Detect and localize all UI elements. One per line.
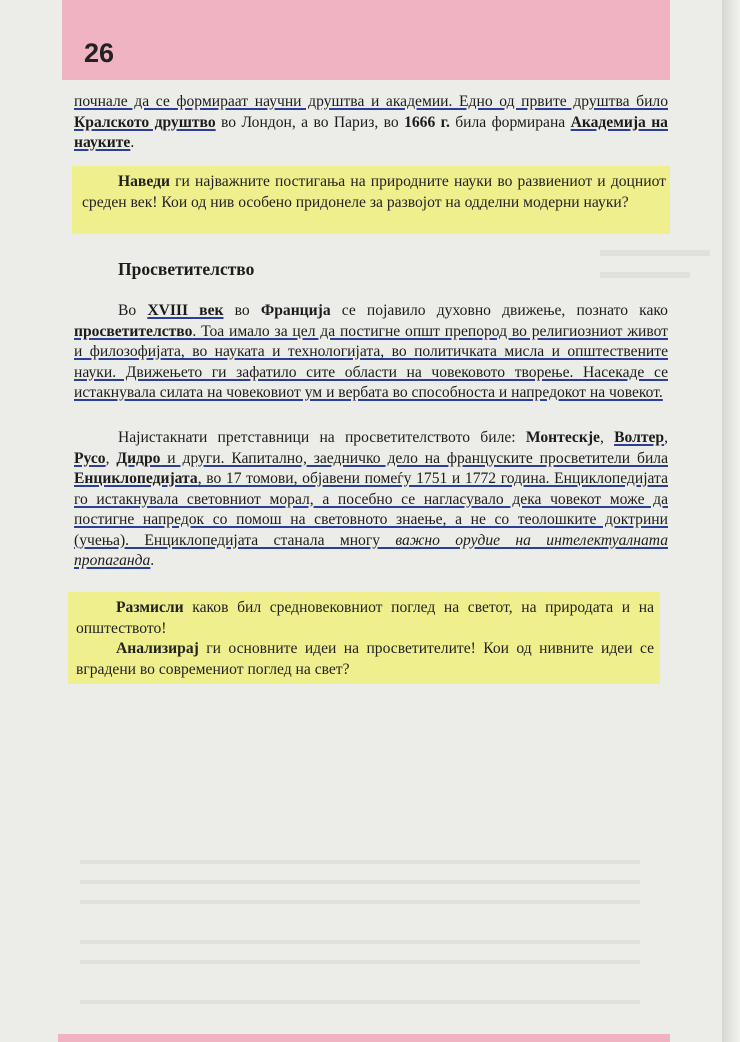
p2-sep-2: , [664,429,668,446]
enlightenment-paragraph [74,301,668,404]
p2-text-a: Најистакнати претставници на просветителството биле: [118,429,526,446]
name-diderot: Дидро [116,449,161,467]
p2-end: . [150,552,155,569]
name-montesquieu: Монтескје [525,429,600,446]
term-enlightenment: просветителство [74,322,193,340]
task-analyze-text [68,639,660,680]
p2-sep-1: , [599,429,615,446]
task-lead-razmisli: Размисли [116,599,184,616]
page-number: 26 [84,38,115,68]
p1-text-b: во [223,302,261,319]
page-header-band [62,0,670,80]
task-box-reflect [68,592,660,684]
p1-text-a: Во [118,302,148,319]
intro-text-2: во Лондон, а во Париз, во [215,113,405,131]
encyclopedia: Енциклопедијата [74,470,198,487]
intro-text-1: почнале да се формираат научни друштва и академии. Едно од првите друштва било [74,93,668,110]
p1-text-c: се појавило духовно движење, познато како [330,302,668,319]
year-1666: 1666 г. [404,113,450,131]
bleed-through-mark [80,960,640,964]
task-box-name-text [72,166,670,213]
name-rousseau: Русо [74,449,106,467]
academy-of-sciences: Академија на науките [74,113,668,151]
bleed-through-mark [600,250,710,256]
name-voltaire: Волтер [614,429,665,446]
intro-text-3: била формирана [449,113,571,131]
century-xviii: XVIII век [147,302,224,319]
bleed-through-mark [80,900,640,904]
page-footer-band [58,1034,670,1042]
task-box-name [72,166,670,234]
intellectual-propaganda: важно орудие на интелектуалната пропаганда [74,531,669,569]
section-heading: Просветителство [118,259,255,279]
royal-society: Кралското друштво [74,113,216,131]
task-text-navedi: ги најважните постигања на природните науки во развиениот и доцниот среден век! Кои од нив особено придонеле за развојот на одделни модерни науки? [82,173,666,211]
task-reflect-text [68,592,660,639]
representatives-paragraph [74,428,668,572]
bleed-through-mark [80,1000,640,1004]
p2-sep-3: , [105,449,117,467]
intro-paragraph [74,92,668,154]
task-text-razmisli: каков бил средновековниот поглед на светот, на природата и на општеството! [76,599,654,637]
task-lead-analiziraj: Анализирај [116,640,199,657]
page-spine-edge [722,0,740,1042]
p2-text-c: , во 17 томови, објавени помеѓу 1751 и 1772 година. Енциклопедијата го истакнувала световниот морал, а посебно се нагласувало дека човекот може да постигне напредок со помош на световното знаење, а не со теолошките доктрини (учења). Енциклопедијата станала многу [74,470,668,549]
p1-text-d: . Тоа имало за цел да постигне општ препород во религиозниот живот и филозофијата, во науката и технологијата, во политичката мисла и општествените науки. Движењето ги зафатило сите области на човековото творење. Насекаде се истакнувала силата на човековиот ум и вербата во способноста и напредокот на човекот. [74,322,668,401]
p2-text-b: и други. Капитално, заедничко дело на француските просветители била [160,449,668,467]
bleed-through-mark [80,880,640,884]
bleed-through-mark [80,940,640,944]
intro-end: . [130,134,135,151]
bleed-through-mark [80,860,640,864]
task-lead-navedi: Наведи [118,173,170,190]
country-france: Франција [260,302,331,319]
bleed-through-mark [600,272,690,278]
task-text-analiziraj: ги основните идеи на просветителите! Кои од нивните идеи се вградени во современиот поглед на свет? [76,640,654,678]
